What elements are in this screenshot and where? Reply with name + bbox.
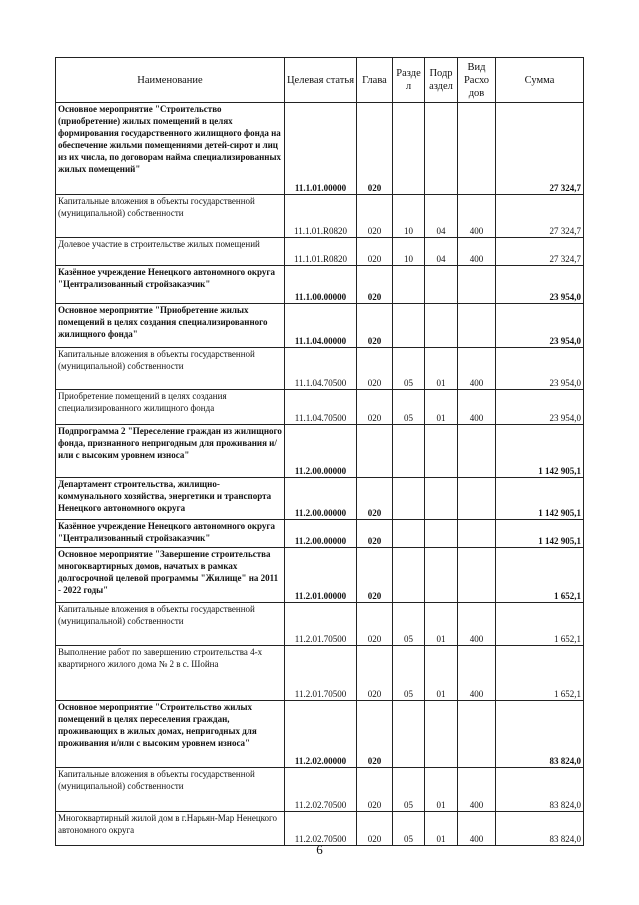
row-section — [393, 701, 425, 768]
header-subsection: Подр аздел — [425, 58, 458, 103]
row-chapter — [357, 425, 393, 478]
row-exptype: 400 — [458, 768, 496, 812]
row-name: Капитальные вложения в объекты государственной (муниципальной) собственности — [56, 348, 285, 390]
table-row — [56, 478, 584, 520]
row-name: Подпрограмма 2 "Переселение граждан из жилищного фонда, признанного непригодным для проживания и/или с высоким уровнем износа" — [56, 425, 285, 478]
row-sum: 23 954,0 — [496, 390, 584, 425]
row-subsection — [425, 701, 458, 768]
row-subsection — [425, 103, 458, 195]
row-chapter: 020 — [357, 103, 393, 195]
row-section — [393, 520, 425, 548]
table-row — [56, 768, 584, 812]
row-exptype: 400 — [458, 812, 496, 846]
row-exptype: 400 — [458, 195, 496, 238]
row-subsection — [425, 478, 458, 520]
row-subsection — [425, 425, 458, 478]
row-chapter: 020 — [357, 304, 393, 348]
row-sum: 27 324,7 — [496, 195, 584, 238]
row-name: Основное мероприятие "Строительство (приобретение) жилых помещений в целях формирования государственного жилищного фонда на обеспечение жильми помещениями детей-сирот и лиц из их числа, по договорам найма специализированных жилых помещений" — [56, 103, 285, 195]
table-row — [56, 548, 584, 603]
row-exptype — [458, 304, 496, 348]
row-target: 11.1.04.70500 — [285, 390, 357, 425]
row-section — [393, 103, 425, 195]
row-subsection — [425, 548, 458, 603]
row-sum: 1 652,1 — [496, 603, 584, 646]
row-section: 05 — [393, 390, 425, 425]
row-name: Департамент строительства, жилищно-коммунального хозяйства, энергетики и транспорта Ненецкого автономного округа — [56, 478, 285, 520]
row-section — [393, 304, 425, 348]
row-exptype — [458, 425, 496, 478]
row-name: Основное мероприятие "Строительство жилых помещений в целях переселения граждан, проживающих в жилых домах, непригодных для проживания и/или с высоким уровнем износа" — [56, 701, 285, 768]
row-target: 11.1.01.00000 — [285, 103, 357, 195]
row-target: 11.1.01.R0820 — [285, 238, 357, 266]
row-target: 11.2.00.00000 — [285, 478, 357, 520]
row-subsection — [425, 266, 458, 304]
row-subsection: 04 — [425, 195, 458, 238]
row-exptype: 400 — [458, 348, 496, 390]
row-chapter: 020 — [357, 812, 393, 846]
row-name: Казённое учреждение Ненецкого автономного округа "Централизованный стройзаказчик" — [56, 266, 285, 304]
row-chapter: 020 — [357, 646, 393, 701]
header-section: Разде л — [393, 58, 425, 103]
row-sum: 83 824,0 — [496, 768, 584, 812]
row-chapter: 020 — [357, 390, 393, 425]
table-row — [56, 646, 584, 701]
row-sum: 23 954,0 — [496, 266, 584, 304]
header-sum: Сумма — [496, 58, 584, 103]
row-exptype: 400 — [458, 646, 496, 701]
row-sum: 1 652,1 — [496, 548, 584, 603]
row-chapter: 020 — [357, 266, 393, 304]
row-name: Капитальные вложения в объекты государственной (муниципальной) собственности — [56, 603, 285, 646]
row-subsection: 01 — [425, 768, 458, 812]
row-section: 05 — [393, 768, 425, 812]
row-section — [393, 478, 425, 520]
row-exptype — [458, 701, 496, 768]
header-exptype: Вид Расхо дов — [458, 58, 496, 103]
row-chapter: 020 — [357, 603, 393, 646]
row-exptype — [458, 520, 496, 548]
row-target: 11.1.01.R0820 — [285, 195, 357, 238]
row-section — [393, 266, 425, 304]
table-row — [56, 390, 584, 425]
row-exptype — [458, 478, 496, 520]
row-section — [393, 548, 425, 603]
row-exptype: 400 — [458, 603, 496, 646]
row-target: 11.2.01.70500 — [285, 603, 357, 646]
row-section: 05 — [393, 603, 425, 646]
row-chapter: 020 — [357, 768, 393, 812]
row-target: 11.2.02.00000 — [285, 701, 357, 768]
row-subsection: 01 — [425, 348, 458, 390]
row-target: 11.1.04.70500 — [285, 348, 357, 390]
row-chapter: 020 — [357, 701, 393, 768]
row-name: Основное мероприятие "Приобретение жилых помещений в целях создания специализированного жилищного фонда" — [56, 304, 285, 348]
table-row — [56, 603, 584, 646]
row-sum: 83 824,0 — [496, 812, 584, 846]
row-name: Многоквартирный жилой дом в г.Нарьян-Мар Ненецкого автономного округа — [56, 812, 285, 846]
page-number: 6 — [316, 842, 323, 857]
row-sum: 27 324,7 — [496, 103, 584, 195]
row-name: Казённое учреждение Ненецкого автономного округа "Централизованный стройзаказчик" — [56, 520, 285, 548]
budget-table — [55, 57, 584, 846]
row-section: 10 — [393, 238, 425, 266]
row-name: Основное мероприятие "Завершение строительства многоквартирных домов, начатых в рамках долгосрочной целевой программы "Жилище" на 2011 - 2022 годы" — [56, 548, 285, 603]
row-name: Капитальные вложения в объекты государственной (муниципальной) собственности — [56, 195, 285, 238]
row-sum: 1 142 905,1 — [496, 520, 584, 548]
table-row — [56, 195, 584, 238]
table-row — [56, 701, 584, 768]
row-section — [393, 425, 425, 478]
row-chapter: 020 — [357, 548, 393, 603]
table-row — [56, 238, 584, 266]
row-name: Долевое участие в строительстве жилых помещений — [56, 238, 285, 266]
row-target: 11.2.00.00000 — [285, 425, 357, 478]
row-chapter: 020 — [357, 478, 393, 520]
row-target: 11.2.02.70500 — [285, 812, 357, 846]
row-target: 11.2.01.70500 — [285, 646, 357, 701]
row-section: 05 — [393, 348, 425, 390]
row-exptype — [458, 103, 496, 195]
row-sum: 27 324,7 — [496, 238, 584, 266]
row-sum: 83 824,0 — [496, 701, 584, 768]
row-subsection: 01 — [425, 812, 458, 846]
row-name: Капитальные вложения в объекты государственной (муниципальной) собственности — [56, 768, 285, 812]
row-target: 11.2.01.00000 — [285, 548, 357, 603]
table-row — [56, 425, 584, 478]
row-target: 11.1.04.00000 — [285, 304, 357, 348]
header-chapter: Глава — [357, 58, 393, 103]
row-name: Выполнение работ по завершению строительства 4-х квартирного жилого дома № 2 в с. Шойна — [56, 646, 285, 701]
row-subsection: 01 — [425, 603, 458, 646]
table-row — [56, 520, 584, 548]
row-section: 05 — [393, 812, 425, 846]
row-exptype: 400 — [458, 238, 496, 266]
row-subsection: 01 — [425, 646, 458, 701]
row-target: 11.1.00.00000 — [285, 266, 357, 304]
row-sum: 1 652,1 — [496, 646, 584, 701]
row-subsection: 04 — [425, 238, 458, 266]
table-row — [56, 103, 584, 195]
row-chapter: 020 — [357, 195, 393, 238]
header-name: Наименование — [56, 58, 285, 103]
row-subsection — [425, 520, 458, 548]
row-chapter: 020 — [357, 348, 393, 390]
row-target: 11.2.00.00000 — [285, 520, 357, 548]
row-chapter: 020 — [357, 520, 393, 548]
row-exptype: 400 — [458, 390, 496, 425]
table-row — [56, 266, 584, 304]
row-subsection: 01 — [425, 390, 458, 425]
row-section: 05 — [393, 646, 425, 701]
row-chapter: 020 — [357, 238, 393, 266]
table-row — [56, 348, 584, 390]
row-name: Приобретение помещений в целях создания специализированного жилищного фонда — [56, 390, 285, 425]
row-exptype — [458, 266, 496, 304]
table-row — [56, 812, 584, 846]
row-subsection — [425, 304, 458, 348]
row-sum: 1 142 905,1 — [496, 478, 584, 520]
row-section: 10 — [393, 195, 425, 238]
row-sum: 23 954,0 — [496, 304, 584, 348]
row-exptype — [458, 548, 496, 603]
row-sum: 1 142 905,1 — [496, 425, 584, 478]
header-row — [56, 58, 584, 103]
header-target: Целевая статья — [285, 58, 357, 103]
row-target: 11.2.02.70500 — [285, 768, 357, 812]
table-row — [56, 304, 584, 348]
row-sum: 23 954,0 — [496, 348, 584, 390]
